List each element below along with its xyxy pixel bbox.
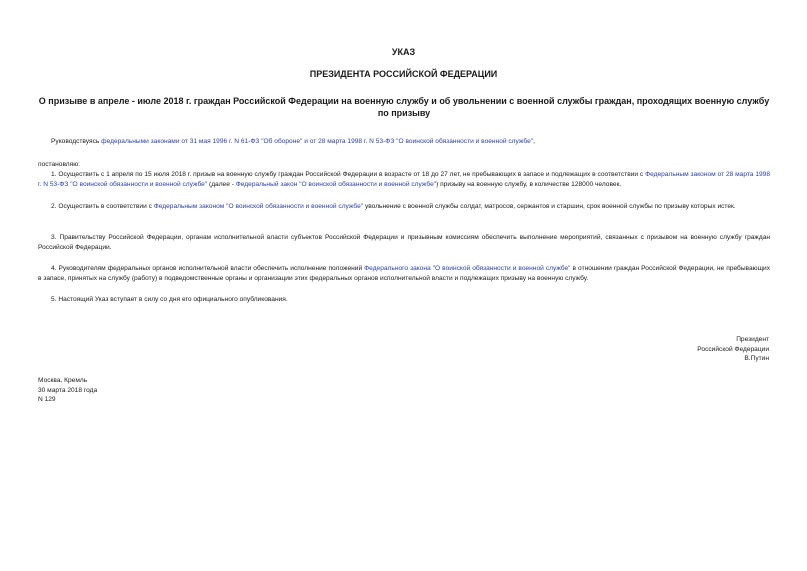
p4-text-2: в отношении граждан Российской Федерации, не пребывающих в запасе, принятых на службу (работу) в подведомственные органы и организации этих федеральных органов исполнительной власти и подлежащих призыву на военную службу. [38,265,770,282]
paragraph-4 [38,264,770,283]
p2-text-2: увольнение с военной службы солдат, матросов, сержантов и старшин, срок военной службы по призыву которых истек. [363,203,736,210]
p3-text: 3. Правительству Российской Федерации, органам исполнительной власти субъектов Российской Федерации и призывным комиссиям обеспечить выполнение мероприятий, связанных с призывом на военную службу граждан Российской Федерации. [38,234,770,251]
preamble-suffix: , [533,138,535,145]
p1-text-2: (далее - [207,180,236,188]
paragraph-3 [38,233,770,252]
p5-text: 5. Настоящий Указ вступает в силу со дня его официального опубликования. [51,296,288,303]
p2-law-link[interactable]: Федеральным законом "О воинской обязанности и военной службе" [153,203,364,210]
p1-text-3: ) призыву на военную службу, в количестве 128000 человек. [436,180,622,188]
signature-block [697,335,769,364]
p4-text-1: 4. Руководителям федеральных органов исполнительной власти обеспечить исполнение положений [51,265,365,272]
paragraph-1 [38,170,770,189]
paragraph-2 [38,202,770,212]
p1-text-1: 1. Осуществить с 1 апреля по 15 июля 2018 г. призыв на военную службу граждан Российской Федерации в возрасте от 18 до 27 лет, не пребывающих в запасе и подлежащих в соответствии с [51,171,646,178]
p4-law-link[interactable]: Федерального закона "О воинской обязанности и военной службе" [364,265,571,272]
doc-title: УКАЗ [391,47,416,57]
preamble [38,137,770,147]
paragraph-5 [38,295,770,305]
decree-word: постановляю: [38,161,81,168]
preamble-law-link[interactable]: федеральными законами от 31 мая 1996 г. N 61-ФЗ "Об обороне" и от 28 марта 1998 г. N 53-ФЗ "О воинской обязанности и военной службе" [101,138,534,145]
signing-date: 30 марта 2018 года [38,386,98,394]
signature-country: Российской Федерации [697,345,769,353]
signature-name: В.Путин [744,355,769,363]
p2-text-1: 2. Осуществить в соответствии с [51,203,154,210]
footer-block [38,376,97,405]
signing-place: Москва, Кремль [38,377,88,384]
signature-title: Президент [736,336,769,343]
preamble-prefix: Руководствуясь [51,138,102,145]
p1-law-link-2[interactable]: Федеральный закон "О воинской обязанности и военной службе" [235,180,437,188]
p1-law-link-1[interactable]: Федеральным законом от 28 марта 1998 г. N 53-ФЗ "О воинской обязанности и военной службе" [38,171,771,188]
decree-number: N 129 [38,396,56,404]
doc-issuer: ПРЕЗИДЕНТА РОССИЙСКОЙ ФЕДЕРАЦИИ [309,69,498,79]
doc-subtitle: О призыве в апреле - июле 2018 г. граждан Российской Федерации на военную службу и об увольнении с военной службы граждан, проходящих военную службу по призыву [38,96,770,118]
